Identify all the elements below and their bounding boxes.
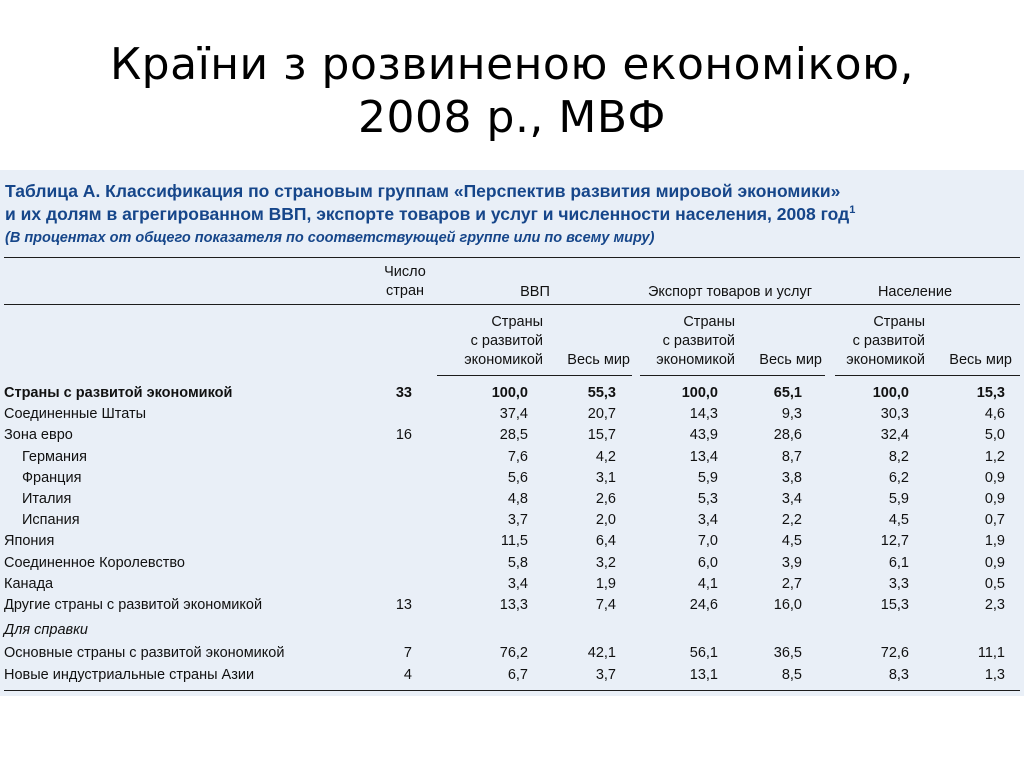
cell-population-world: 5,0 xyxy=(984,427,1005,444)
cell-population-world: 11,1 xyxy=(977,645,1005,661)
cell-num-countries: 16 xyxy=(395,427,412,444)
gdp-sub-rule xyxy=(437,375,632,376)
subheader-line-3: экономикой xyxy=(846,352,925,368)
imf-classification-table xyxy=(0,170,1024,696)
cell-gdp-world: 6,4 xyxy=(595,533,616,550)
subheader-line-1: Страны xyxy=(683,314,735,330)
table-row xyxy=(0,574,1024,595)
cell-exports-world: 8,7 xyxy=(781,448,802,465)
header-exports-advanced xyxy=(622,313,735,370)
cell-num-countries: 33 xyxy=(395,385,412,401)
cell-exports-advanced: 13,1 xyxy=(689,666,718,683)
cell-exports-advanced: 14,3 xyxy=(689,406,718,423)
cell-population-advanced: 72,6 xyxy=(880,645,909,661)
table-row xyxy=(0,643,1024,664)
row-label: Другие страны с развитой экономикой xyxy=(4,597,263,613)
cell-gdp-world: 42,1 xyxy=(587,645,616,661)
cell-exports-world: 16,0 xyxy=(773,597,802,613)
cell-num-countries: 4 xyxy=(403,666,412,683)
table-caption-line-2 xyxy=(5,204,855,225)
row-label: Германия xyxy=(22,448,88,465)
slide-title xyxy=(0,38,1024,144)
cell-exports-advanced: 56,1 xyxy=(689,645,718,661)
cell-population-advanced: 3,3 xyxy=(888,575,909,592)
header-gdp-advanced xyxy=(430,313,543,370)
cell-exports-world: 4,5 xyxy=(781,533,802,550)
cell-gdp-world: 2,6 xyxy=(595,491,616,507)
cell-population-world: 4,6 xyxy=(984,406,1005,423)
row-label: Италия xyxy=(22,491,72,507)
cell-gdp-advanced: 28,5 xyxy=(499,427,528,444)
cell-exports-advanced: 5,9 xyxy=(697,469,718,486)
cell-gdp-world: 15,7 xyxy=(587,427,616,444)
row-label: Основные страны с развитой экономикой xyxy=(4,645,285,661)
cell-exports-world: 3,4 xyxy=(781,491,802,507)
table-row xyxy=(0,553,1024,574)
cell-exports-advanced: 7,0 xyxy=(697,533,718,550)
cell-exports-advanced: 4,1 xyxy=(697,575,718,592)
cell-population-advanced: 8,3 xyxy=(888,666,909,683)
cell-population-world: 1,2 xyxy=(984,448,1005,465)
cell-gdp-advanced: 13,3 xyxy=(499,597,528,613)
subheader-line-3: экономикой xyxy=(464,352,543,368)
row-label: Испания xyxy=(22,512,80,529)
cell-gdp-advanced: 3,7 xyxy=(507,512,528,529)
row-label: Новые индустриальные страны Азии xyxy=(4,666,255,683)
header-mid-rule xyxy=(4,304,1020,305)
exports-sub-rule xyxy=(640,375,825,376)
table-row xyxy=(0,468,1024,489)
cell-population-world: 1,3 xyxy=(984,666,1005,683)
cell-population-advanced: 15,3 xyxy=(880,597,909,613)
cell-gdp-advanced: 7,6 xyxy=(507,448,528,465)
cell-gdp-advanced: 100,0 xyxy=(491,385,528,401)
table-bottom-rule xyxy=(4,690,1020,691)
cell-exports-world: 2,2 xyxy=(781,512,802,529)
cell-population-world: 0,7 xyxy=(984,512,1005,529)
cell-gdp-world: 55,3 xyxy=(587,385,616,401)
subheader-line-1: Страны xyxy=(873,314,925,330)
cell-exports-world: 9,3 xyxy=(781,406,802,423)
cell-gdp-world: 3,7 xyxy=(595,666,616,683)
subheader-line-2: с развитой xyxy=(852,333,925,349)
cell-exports-world: 65,1 xyxy=(773,385,802,401)
row-label: Соединенные Штаты xyxy=(4,406,147,423)
cell-exports-advanced: 13,4 xyxy=(689,448,718,465)
cell-exports-advanced: 6,0 xyxy=(697,554,718,571)
cell-population-advanced: 4,5 xyxy=(888,512,909,529)
table-row xyxy=(0,665,1024,686)
cell-exports-world: 28,6 xyxy=(773,427,802,444)
table-caption-line-1: Таблица А. Классификация по страновым группам «Перспектив развития мировой экономики» xyxy=(5,181,841,201)
cell-gdp-advanced: 11,5 xyxy=(500,533,528,550)
row-label: Канада xyxy=(4,575,54,592)
cell-population-advanced: 30,3 xyxy=(880,406,909,423)
cell-exports-advanced: 24,6 xyxy=(689,597,718,613)
table-row xyxy=(0,531,1024,552)
row-label: Страны с развитой экономикой xyxy=(4,385,233,401)
cell-population-world: 1,9 xyxy=(984,533,1005,550)
cell-gdp-world: 3,2 xyxy=(595,554,616,571)
cell-population-world: 0,5 xyxy=(984,575,1005,592)
cell-num-countries: 13 xyxy=(395,597,412,613)
subheader-line-2: с развитой xyxy=(470,333,543,349)
cell-exports-advanced: 3,4 xyxy=(697,512,718,529)
header-exports: Экспорт товаров и услуг xyxy=(648,284,812,300)
table-row xyxy=(0,425,1024,446)
cell-gdp-world: 3,1 xyxy=(595,469,616,486)
row-label: Соединенное Королевство xyxy=(4,554,185,571)
header-population-advanced xyxy=(812,313,925,370)
header-top-rule xyxy=(4,257,1020,258)
row-label: Франция xyxy=(22,469,82,486)
table-row xyxy=(0,510,1024,531)
header-num-countries xyxy=(370,263,440,301)
header-population-world: Весь мир xyxy=(949,352,1012,368)
cell-exports-advanced: 5,3 xyxy=(697,491,718,507)
population-sub-rule xyxy=(835,375,1020,376)
cell-exports-world: 3,8 xyxy=(781,469,802,486)
header-exports-world: Весь мир xyxy=(759,352,822,368)
header-gdp-world: Весь мир xyxy=(567,352,630,368)
table-subcaption: (В процентах от общего показателя по соответствующей группе или по всему миру) xyxy=(5,230,655,246)
cell-population-world: 15,3 xyxy=(976,385,1005,401)
cell-population-advanced: 6,1 xyxy=(888,554,909,571)
cell-population-advanced: 12,7 xyxy=(880,533,909,550)
cell-exports-advanced: 100,0 xyxy=(681,385,718,401)
slide-title-line-2: 2008 р., МВФ xyxy=(358,92,666,143)
cell-population-advanced: 32,4 xyxy=(880,427,909,444)
cell-population-world: 0,9 xyxy=(984,469,1005,486)
table-row xyxy=(0,595,1024,616)
table-row xyxy=(0,383,1024,404)
table-row xyxy=(0,489,1024,510)
cell-gdp-advanced: 6,7 xyxy=(507,666,528,683)
cell-exports-world: 8,5 xyxy=(781,666,802,683)
cell-population-world: 0,9 xyxy=(984,491,1005,507)
table-caption-line-2-text: и их долям в агрегированном ВВП, экспорте товаров и услуг и численности населения, 2008 год xyxy=(5,204,850,224)
cell-exports-advanced: 43,9 xyxy=(689,427,718,444)
cell-gdp-advanced: 37,4 xyxy=(499,406,528,423)
cell-exports-world: 36,5 xyxy=(773,645,802,661)
row-label: Зона евро xyxy=(4,427,73,444)
header-num-countries-line-2: стран xyxy=(385,283,425,299)
cell-num-countries: 7 xyxy=(403,645,412,661)
cell-gdp-advanced: 76,2 xyxy=(499,645,528,661)
cell-population-advanced: 5,9 xyxy=(888,491,909,507)
cell-exports-world: 2,7 xyxy=(781,575,802,592)
cell-population-advanced: 8,2 xyxy=(888,448,909,465)
cell-population-advanced: 100,0 xyxy=(872,385,909,401)
footnote-mark: 1 xyxy=(849,204,856,217)
memo-label: Для справки xyxy=(4,622,88,638)
cell-population-world: 2,3 xyxy=(984,597,1005,613)
header-gdp: ВВП xyxy=(520,284,550,300)
cell-gdp-world: 1,9 xyxy=(595,575,616,592)
cell-exports-world: 3,9 xyxy=(781,554,802,571)
subheader-line-1: Страны xyxy=(491,314,543,330)
cell-gdp-advanced: 3,4 xyxy=(507,575,528,592)
header-num-countries-line-1: Число xyxy=(384,264,426,280)
cell-population-advanced: 6,2 xyxy=(888,469,909,486)
table-row xyxy=(0,447,1024,468)
cell-population-world: 0,9 xyxy=(984,554,1005,571)
cell-gdp-world: 2,0 xyxy=(595,512,616,529)
subheader-line-3: экономикой xyxy=(656,352,735,368)
cell-gdp-world: 7,4 xyxy=(595,597,616,613)
table-row xyxy=(0,404,1024,425)
header-population: Население xyxy=(877,284,953,300)
cell-gdp-advanced: 4,8 xyxy=(507,491,528,507)
cell-gdp-world: 4,2 xyxy=(595,448,616,465)
cell-gdp-world: 20,7 xyxy=(587,406,616,423)
row-label: Япония xyxy=(4,533,55,550)
cell-gdp-advanced: 5,6 xyxy=(507,469,528,486)
slide-title-line-1: Країни з розвиненою економікою, xyxy=(109,39,915,90)
subheader-line-2: с развитой xyxy=(662,333,735,349)
cell-gdp-advanced: 5,8 xyxy=(507,554,528,571)
